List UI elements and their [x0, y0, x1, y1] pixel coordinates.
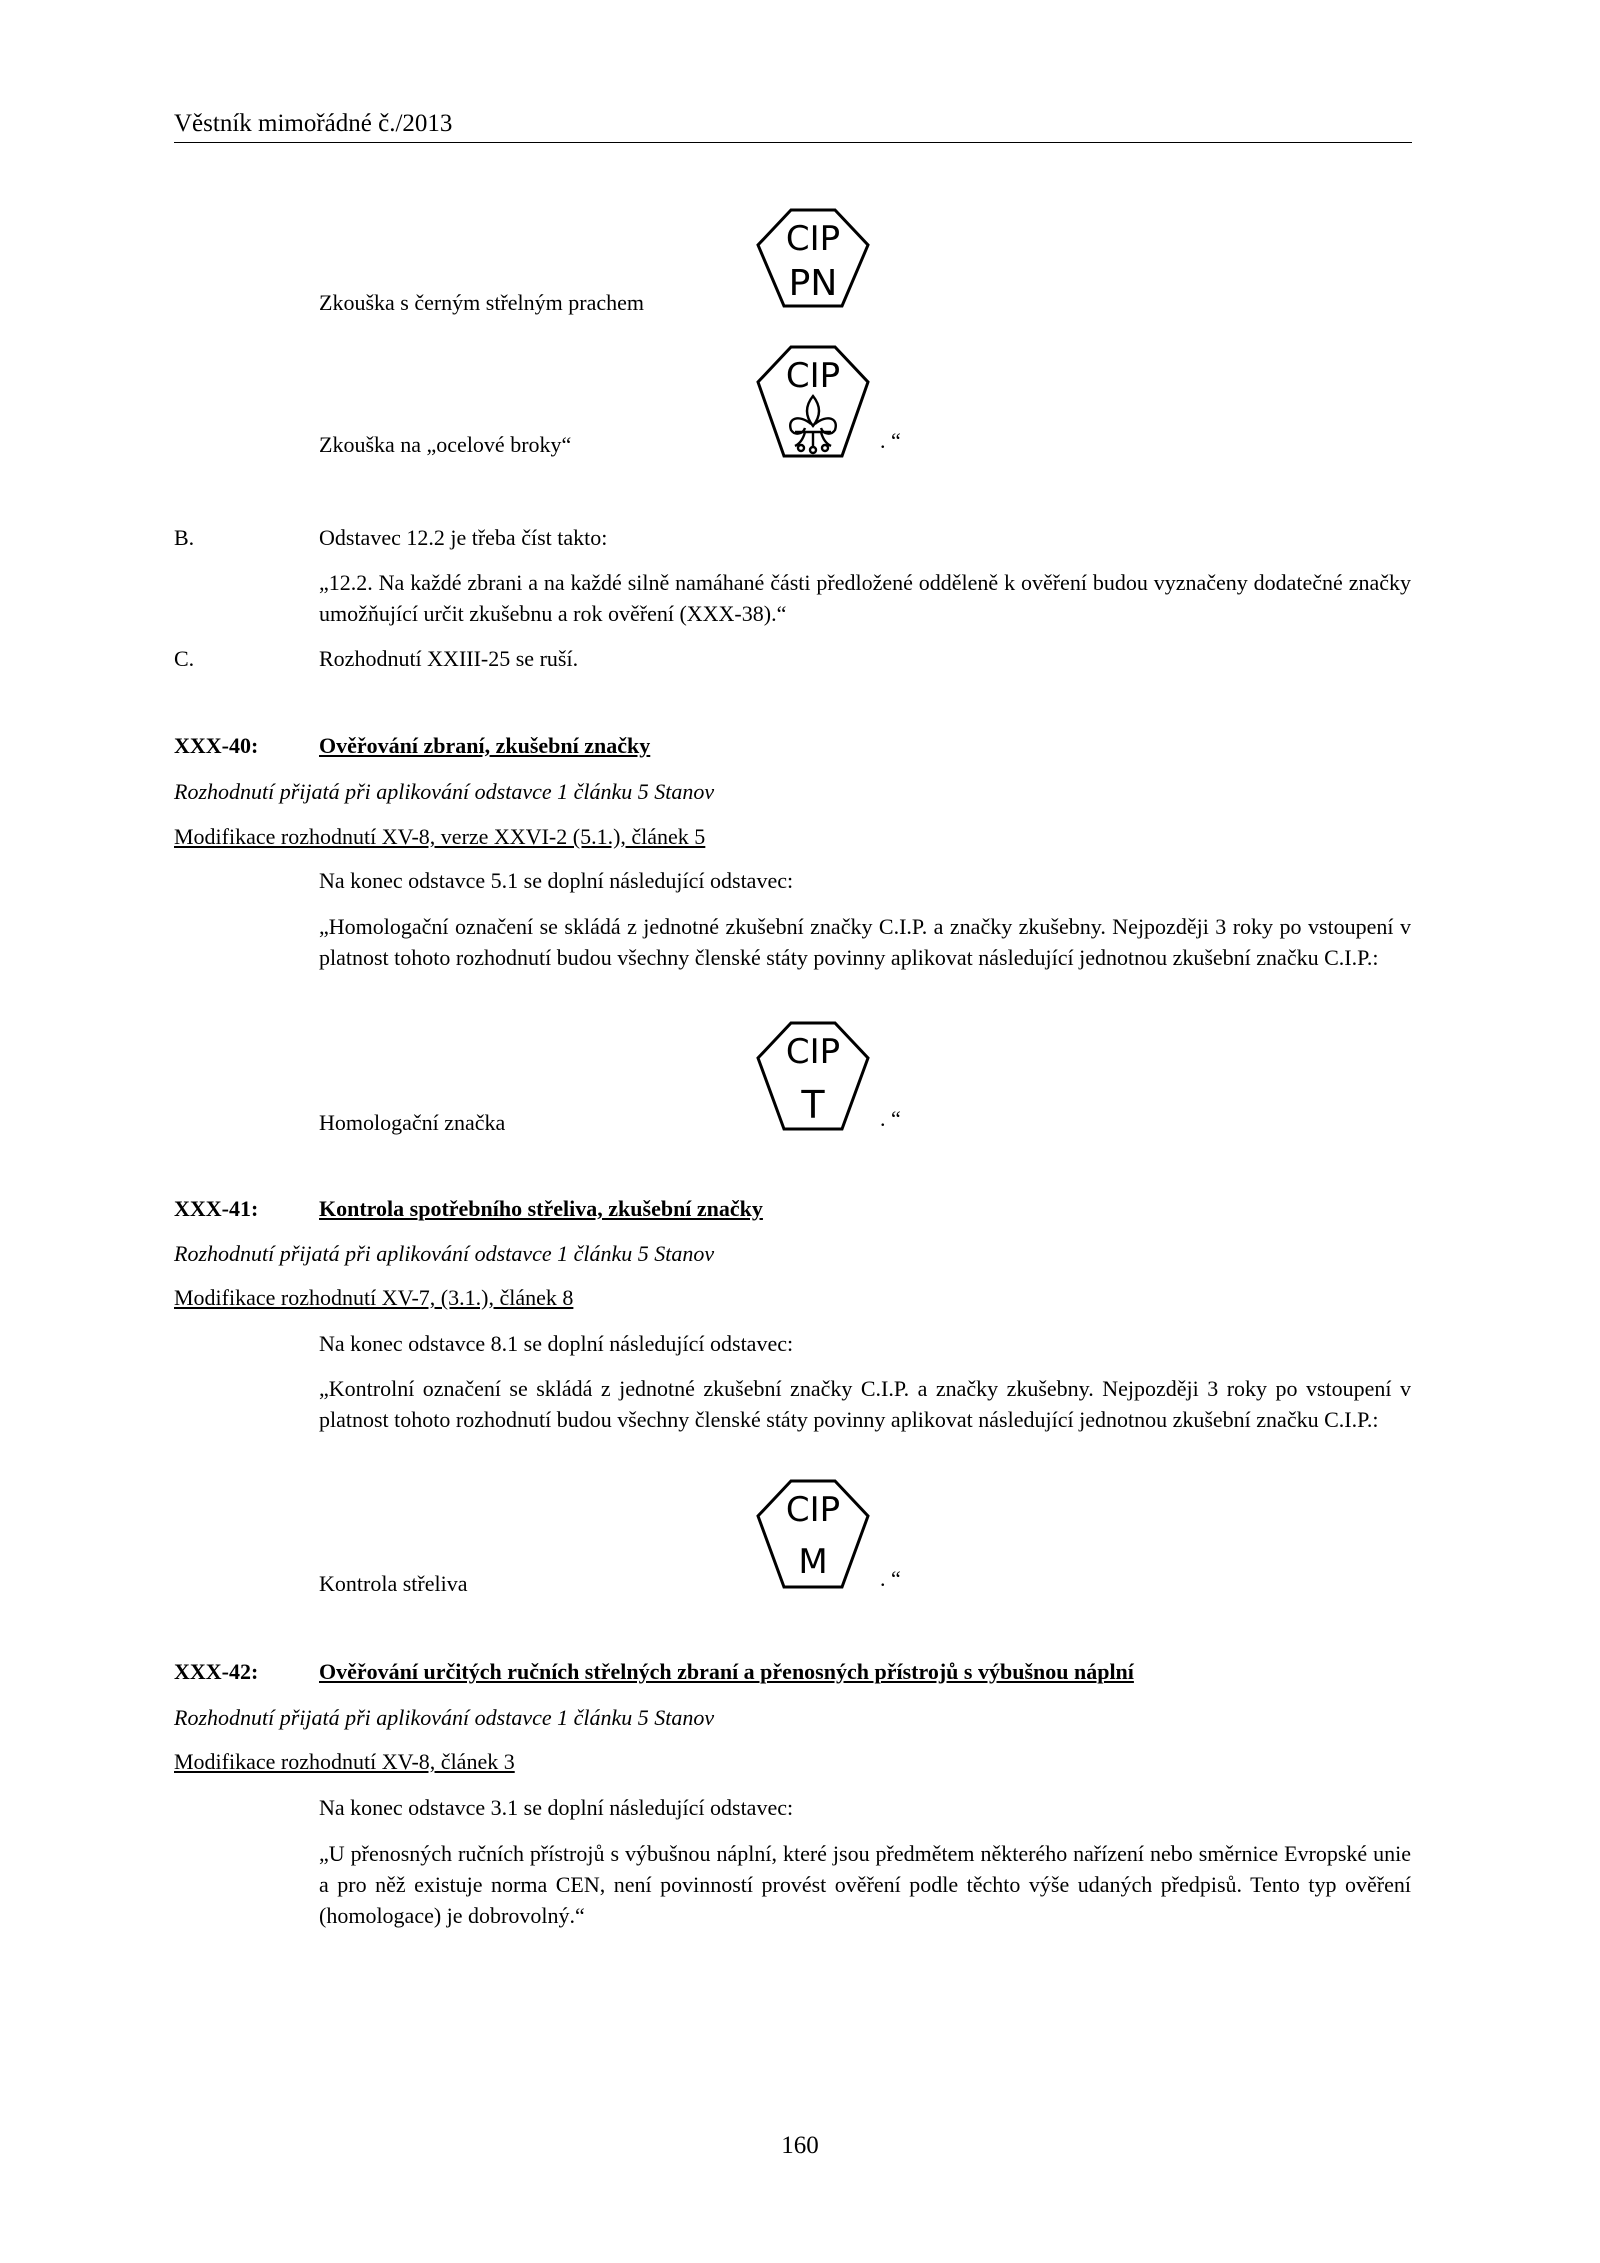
- cip-t-homologation-mark: [755, 1020, 871, 1132]
- xxx41-number: XXX-41:: [174, 1196, 259, 1221]
- xxx41-decision: Rozhodnutí přijatá při aplikování odstavce 1 článku 5 Stanov: [174, 1241, 715, 1266]
- xxx42-title: Ověřování určitých ručních střelných zbraní a přenosných přístrojů s výbušnou náplní: [319, 1659, 1134, 1684]
- xxx40-modification: Modifikace rozhodnutí XV-8, verze XXVI-2 (5.1.), článek 5: [174, 824, 706, 849]
- xxx40-title: Ověřování zbraní, zkušební značky: [319, 733, 651, 758]
- closing-quote: . “: [880, 1106, 901, 1131]
- xxx40-decision: Rozhodnutí přijatá při aplikování odstavce 1 článku 5 Stanov: [174, 779, 715, 804]
- section-b-intro: Odstavec 12.2 je třeba číst takto:: [319, 525, 608, 550]
- section-c-letter: C.: [174, 646, 195, 671]
- cip-steel-shot-proof-mark: [755, 344, 871, 460]
- mark-top-text: CIP: [785, 219, 841, 259]
- closing-quote: . “: [880, 428, 901, 453]
- cip-pn-proof-mark: [755, 207, 871, 309]
- xxx41-modification: Modifikace rozhodnutí XV-7, (3.1.), článek 8: [174, 1285, 574, 1310]
- page-header-title: Věstník mimořádné č./2013: [174, 110, 453, 137]
- xxx40-intro: Na konec odstavce 5.1 se doplní následující odstavec:: [319, 868, 794, 893]
- mark-bottom-text: M: [798, 1542, 828, 1582]
- xxx40-mark-label: Homologační značka: [319, 1110, 506, 1135]
- mark-bottom-text: T: [801, 1083, 825, 1127]
- fleur-de-lis-icon: [790, 396, 836, 453]
- xxx42-number: XXX-42:: [174, 1659, 259, 1684]
- section-c-text: Rozhodnutí XXIII-25 se ruší.: [319, 646, 579, 671]
- mark-top-text: CIP: [785, 1490, 841, 1530]
- xxx41-mark-label: Kontrola střeliva: [319, 1571, 468, 1596]
- closing-quote: . “: [880, 1566, 901, 1591]
- mark-bottom-text: PN: [788, 263, 838, 304]
- header-rule: [174, 142, 1412, 143]
- xxx41-intro: Na konec odstavce 8.1 se doplní následující odstavec:: [319, 1331, 794, 1356]
- xxx41-text: „Kontrolní označení se skládá z jednotné zkušební značky C.I.P. a značky zkušebny. Nejpozději 3 roky po vstoupení v platnost tohoto rozhodnutí budou všechny členské státy povinny aplikovat následující jednotnou zkušební značku C.I.P.:: [319, 1376, 1411, 1433]
- xxx42-text: „U přenosných ručních přístrojů s výbušnou náplní, které jsou předmětem některého nařízení nebo směrnice Evropské unie a pro něž existuje norma CEN, není povinností provést ověření podle těchto výše udaných předpisů. Tento typ ověření (homologace) je dobrovolný.“: [319, 1841, 1411, 1929]
- cip-m-ammunition-mark: [755, 1478, 871, 1590]
- xxx41-title: Kontrola spotřebního střeliva, zkušební značky: [319, 1196, 763, 1221]
- steel-shot-label: Zkouška na „ocelové broky“: [319, 432, 572, 457]
- xxx40-text: „Homologační označení se skládá z jednotné zkušební značky C.I.P. a značky zkušebny. Nejpozději 3 roky po vstoupení v platnost tohoto rozhodnutí budou všechny členské státy povinny aplikovat následující jednotnou zkušební značku C.I.P.:: [319, 914, 1411, 971]
- xxx42-decision: Rozhodnutí přijatá při aplikování odstavce 1 článku 5 Stanov: [174, 1705, 715, 1730]
- section-b-text: „12.2. Na každé zbrani a na každé silně namáhané části předložené odděleně k ověření budou vyznačeny dodatečné značky umožňující určit zkušebnu a rok ověření (XXX-38).“: [319, 570, 1411, 627]
- section-b-letter: B.: [174, 525, 195, 550]
- xxx40-number: XXX-40:: [174, 733, 259, 758]
- xxx42-intro: Na konec odstavce 3.1 se doplní následující odstavec:: [319, 1795, 794, 1820]
- mark-top-text: CIP: [785, 356, 841, 396]
- xxx42-modification: Modifikace rozhodnutí XV-8, článek 3: [174, 1749, 515, 1774]
- black-powder-label: Zkouška s černým střelným prachem: [319, 290, 645, 315]
- page-number: 160: [781, 2132, 819, 2159]
- mark-top-text: CIP: [785, 1032, 841, 1072]
